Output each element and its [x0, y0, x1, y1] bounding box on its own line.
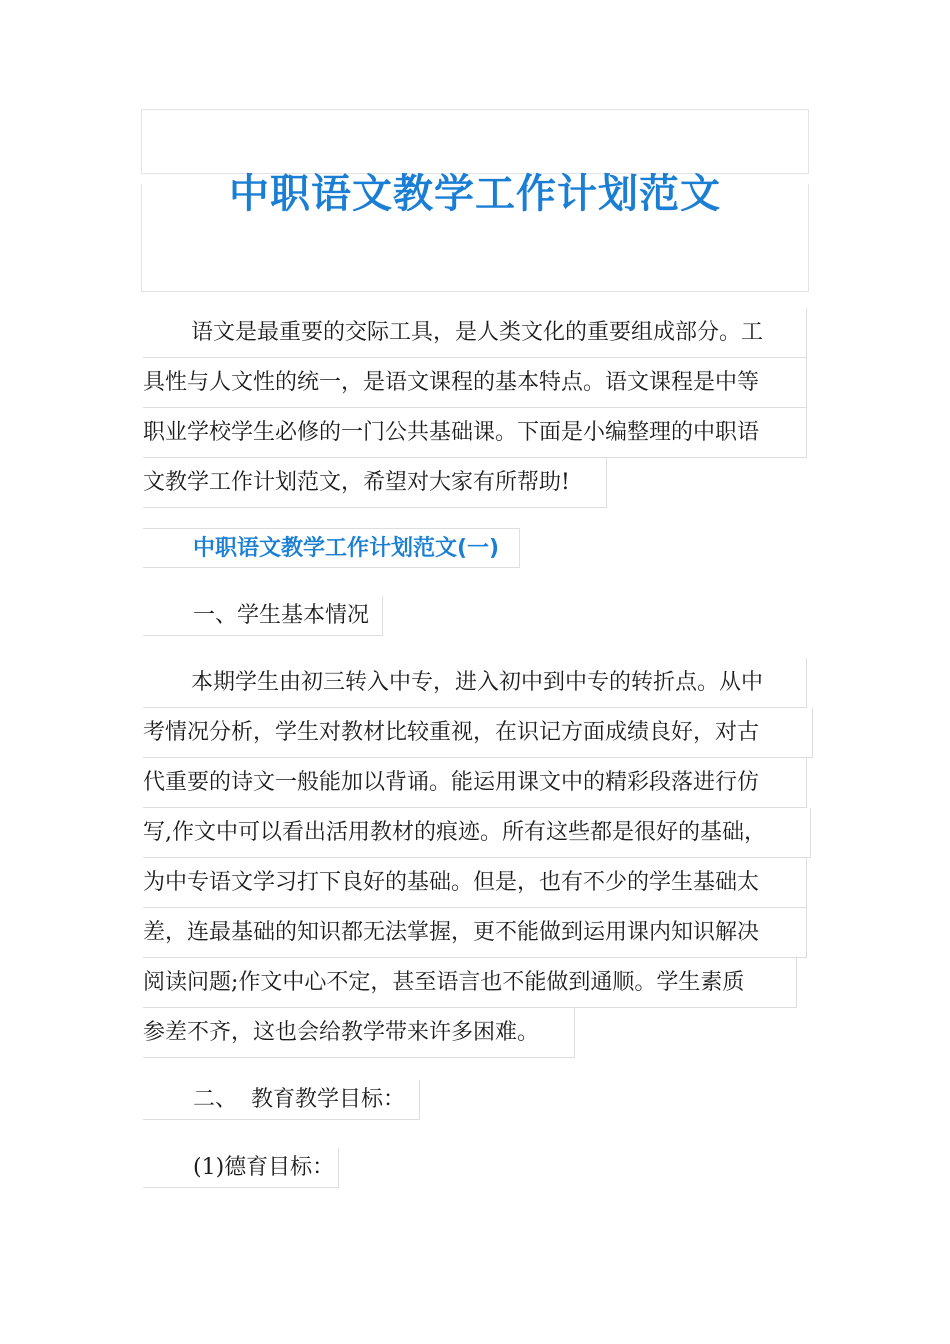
- title-frame-top: [141, 109, 809, 174]
- body-line: 差，连最基础的知识都无法掌握，更不能做到运用课内知识解决: [143, 908, 807, 958]
- document-title: 中职语文教学工作计划范文: [229, 171, 721, 217]
- heading-teaching-goals: 二、 教育教学目标：: [143, 1080, 420, 1120]
- intro-paragraph: [143, 308, 807, 508]
- body-line: 阅读问题;作文中心不定，甚至语言也不能做到通顺。学生素质: [143, 958, 797, 1008]
- body-line: 写,作文中可以看出活用教材的痕迹。所有这些都是很好的基础，: [143, 808, 811, 858]
- body-line: 本期学生由初三转入中专，进入初中到中专的转折点。从中: [143, 658, 807, 708]
- body-paragraph: [143, 658, 813, 1058]
- heading-student-situation: 一、学生基本情况: [143, 596, 383, 636]
- body-line: 参差不齐，这也会给教学带来许多困难。: [143, 1008, 575, 1058]
- intro-line: 语文是最重要的交际工具，是人类文化的重要组成部分。工: [143, 308, 807, 358]
- body-line: 为中专语文学习打下良好的基础。但是，也有不少的学生基础太: [143, 858, 807, 908]
- heading-moral-goals: (1)德育目标：: [143, 1148, 339, 1188]
- intro-line: 文教学工作计划范文，希望对大家有所帮助!: [143, 458, 607, 508]
- section-heading: 中职语文教学工作计划范文(一): [143, 528, 520, 568]
- body-line: 考情况分析，学生对教材比较重视，在识记方面成绩良好，对古: [143, 708, 813, 758]
- body-line: 代重要的诗文一般能加以背诵。能运用课文中的精彩段落进行仿: [143, 758, 807, 808]
- intro-line: 具性与人文性的统一，是语文课程的基本特点。语文课程是中等: [143, 358, 807, 408]
- intro-line: 职业学校学生必修的一门公共基础课。下面是小编整理的中职语: [143, 408, 807, 458]
